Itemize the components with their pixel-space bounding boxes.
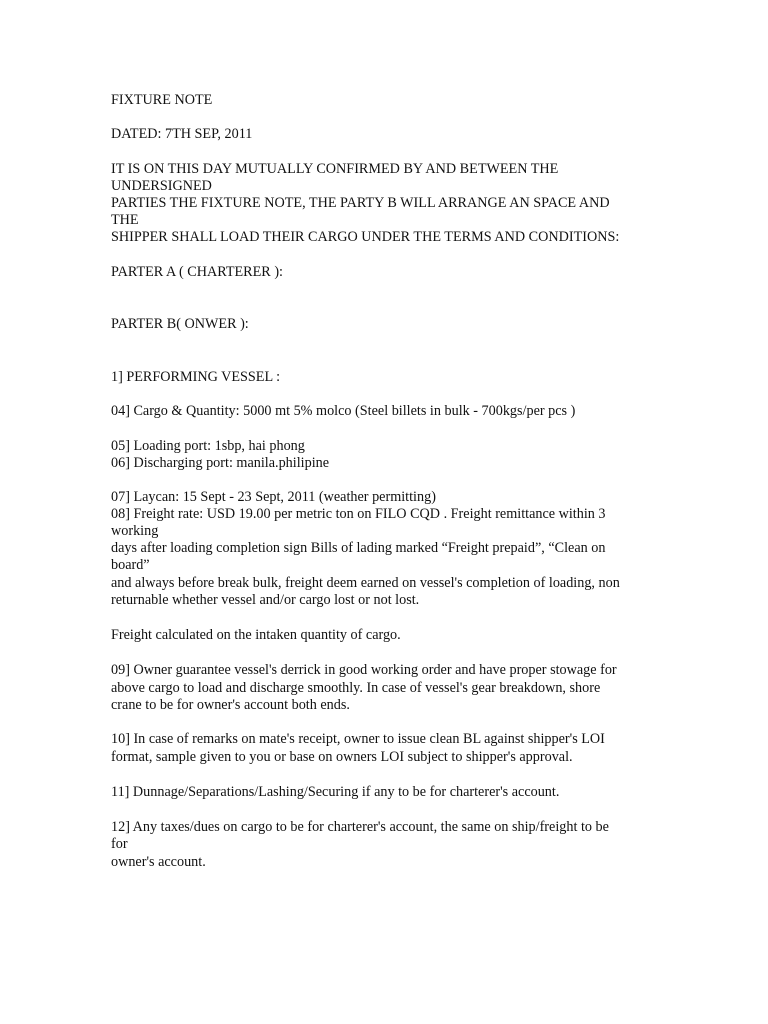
intro-line: IT IS ON THIS DAY MUTUALLY CONFIRMED BY AND BETWEEN THE [111,161,559,177]
intro-line: PARTIES THE FIXTURE NOTE, THE PARTY B WILL ARRANGE AN SPACE AND [111,195,610,211]
clause-laycan: 07] Laycan: 15 Sept - 23 Sept, 2011 (weather permitting) [111,489,436,505]
clause-freight-line: days after loading completion sign Bills of lading marked “Freight prepaid”, “Clean on [111,540,606,556]
clause-taxes-line: owner's account. [111,854,206,870]
clause-taxes-line: for [111,836,128,852]
intro-line: THE [111,212,139,228]
document-date: DATED: 7TH SEP, 2011 [111,126,253,142]
clause-freight-line: returnable whether vessel and/or cargo lost or not lost. [111,592,420,608]
clause-mates-receipt-line: 10] In case of remarks on mate's receipt, owner to issue clean BL against shipper's LOI [111,731,605,747]
freight-note: Freight calculated on the intaken quantity of cargo. [111,627,401,643]
clause-derrick-line: above cargo to load and discharge smoothly. In case of vessel's gear breakdown, shore [111,680,601,696]
party-a-label: PARTER A ( CHARTERER ): [111,264,283,280]
clause-freight-line: 08] Freight rate: USD 19.00 per metric ton on FILO CQD . Freight remittance within 3 [111,506,606,522]
clause-freight-line: working [111,523,159,539]
document-title: FIXTURE NOTE [111,92,213,108]
clause-dunnage: 11] Dunnage/Separations/Lashing/Securing if any to be for charterer's account. [111,784,560,800]
intro-line: UNDERSIGNED [111,178,212,194]
clause-performing-vessel: 1] PERFORMING VESSEL : [111,369,281,385]
clause-derrick-line: 09] Owner guarantee vessel's derrick in good working order and have proper stowage for [111,662,617,678]
intro-line: SHIPPER SHALL LOAD THEIR CARGO UNDER THE TERMS AND CONDITIONS: [111,229,620,245]
clause-derrick-line: crane to be for owner's account both ends. [111,697,350,713]
clause-freight-line: and always before break bulk, freight deem earned on vessel's completion of loading, non [111,575,620,591]
clause-freight-line: board” [111,557,150,573]
clause-discharging-port: 06] Discharging port: manila.philipine [111,455,330,471]
clause-taxes-line: 12] Any taxes/dues on cargo to be for charterer's account, the same on ship/freight to be [111,819,609,835]
party-b-label: PARTER B( ONWER ): [111,316,249,332]
clause-loading-port: 05] Loading port: 1sbp, hai phong [111,438,305,454]
clause-cargo-quantity: 04] Cargo & Quantity: 5000 mt 5% molco (Steel billets in bulk - 700kgs/per pcs ) [111,403,576,419]
clause-mates-receipt-line: format, sample given to you or base on owners LOI subject to shipper's approval. [111,749,573,765]
